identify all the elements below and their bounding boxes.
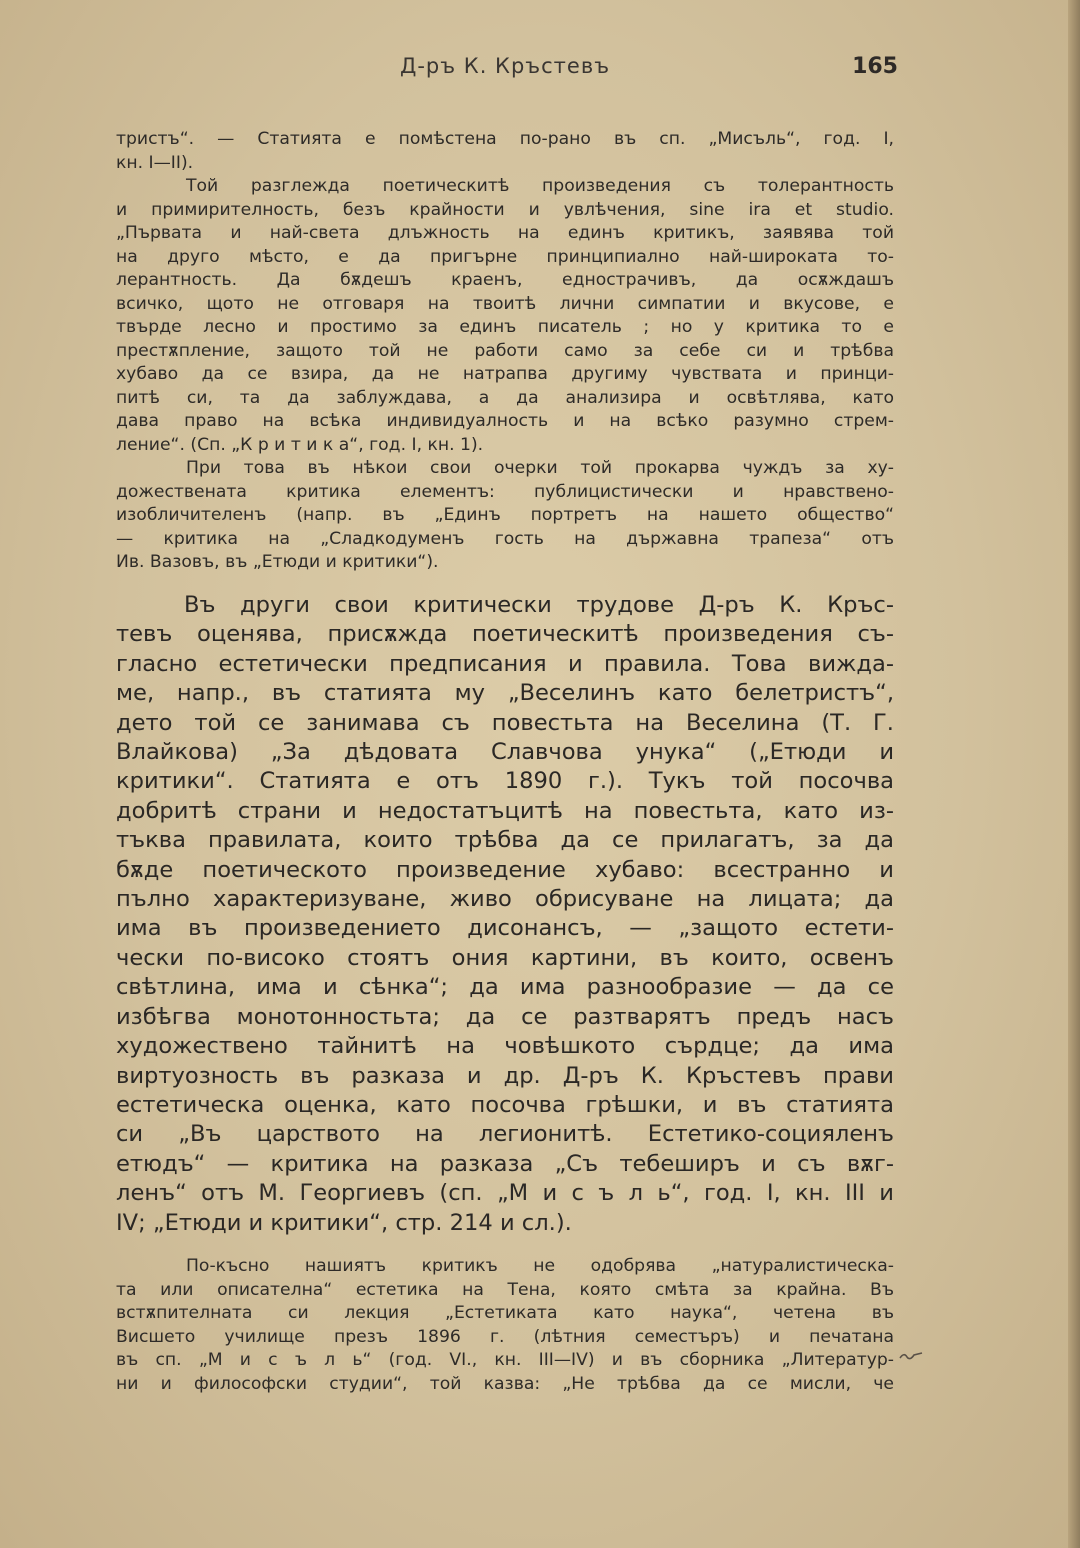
text-line: ление“. (Сп. „К р и т и к а“, год. I, кн. 1).: [116, 434, 484, 455]
text-line: на друго мѣсто, е да пригърне принципиално най-широката то-: [116, 246, 894, 267]
text-line: изобличителенъ (напр. въ „Единъ портретъ на нашето общество“: [116, 505, 894, 525]
text-line: всичко, щото не отговаря на твоитѣ лични симпатии и вкусове, е: [116, 293, 894, 314]
text-line: виртуозность въ разказа и др. Д-ръ К. Кръстевъ прави: [116, 1062, 894, 1089]
text-line: дето той се занимава съ повестьта на Веселина (Т. Г.: [116, 709, 894, 736]
text-line: бѫде поетическото произведение хубаво: всестранно и: [116, 856, 894, 883]
text-line: и примирителность, безъ крайности и увлѣчения, sine ira et studio.: [116, 199, 894, 220]
text-line: Висшето училище презъ 1896 г. (лѣтния семестъръ) и печатана: [116, 1326, 894, 1347]
text-line: етюдъ“ — критика на разказа „Съ тебеширъ и съ вѫг-: [116, 1150, 894, 1177]
text-line: питѣ си, та да заблуждава, а да анализира и освѣтлява, като: [116, 387, 894, 408]
text-line: тристъ“. — Статията е помѣстена по-рано въ сп. „Мисъль“, год. I,: [116, 129, 894, 149]
text-line: — критика на „Сладкодуменъ гость на държавна трапеза“ отъ: [116, 528, 894, 549]
text-line: ни и философски студии“, той казва: „Не трѣбва да се мисли, че: [116, 1373, 894, 1394]
text-line: IV; „Етюди и критики“, стр. 214 и сл.).: [116, 1209, 572, 1236]
text-line: Той разглежда поетическитѣ произведения съ толерантность: [186, 176, 894, 196]
text-line: пълно характеризуване, живо обрисуване на лицата; да: [116, 886, 894, 913]
text-line: твърде лесно и простимо за единъ писатель ; но у критика то е: [116, 317, 894, 337]
text-line: ме, напр., въ статията му „Веселинъ като белетристъ“,: [116, 680, 894, 707]
page-number: 165: [852, 54, 898, 79]
text-line: хубаво да се взира, да не натрапва другиму чувствата и принци-: [116, 364, 894, 384]
text-line: си „Въ царството на легионитѣ. Естетико-социяленъ: [116, 1121, 894, 1148]
pencil-mark-icon: [898, 1348, 924, 1364]
text-line: лерантность. Да бѫдешъ краенъ, еднострачивъ, да осѫждашъ: [116, 270, 894, 290]
text-line: престѫпление, защото той не работи само за себе си и трѣбва: [116, 340, 894, 361]
text-line: естетическа оценка, като посочва грѣшки, и въ статията: [116, 1091, 894, 1118]
text-line: добритѣ страни и недостатъцитѣ на повестьта, като из-: [116, 797, 894, 824]
text-line: чески по-високо стоятъ ония картини, въ които, освенъ: [116, 944, 894, 971]
page-edge-shadow: [1068, 0, 1080, 1548]
text-line: Влайкова) „За дѣдовата Славчова унука“ („Етюди и: [116, 739, 894, 766]
text-line: При това въ нѣкои свои очерки той прокарва чуждъ за ху-: [186, 458, 894, 478]
footnote-top: [116, 128, 894, 575]
text-line: ленъ“ отъ М. Георгиевъ (сп. „М и с ъ л ь“, год. I, кн. III и: [116, 1180, 894, 1207]
text-line: По-късно нашиятъ критикъ не одобрява „натуралистическа-: [186, 1256, 894, 1276]
text-line: Ив. Вазовъ, въ „Етюди и критики“).: [116, 552, 439, 572]
page-header: [112, 54, 898, 88]
text-line: Въ други свои критически трудове Д-ръ К. Кръс-: [184, 592, 894, 618]
footnote-bottom: [116, 1255, 894, 1396]
text-line: тевъ оценява, присѫжда поетическитѣ произведения съ-: [116, 621, 894, 648]
text-line: критики“. Статията е отъ 1890 г.). Тукъ той посочва: [116, 768, 894, 795]
text-line: тъква правилата, които трѣбва да се прилагатъ, за да: [116, 827, 894, 854]
text-line: кн. I—II).: [116, 152, 194, 173]
main-paragraph: [116, 591, 894, 1238]
text-line: има въ произведението дисонансъ, — „защото естети-: [116, 915, 894, 942]
text-line: въ сп. „М и с ъ л ь“ (год. VI., кн. III—IV) и въ сборника „Литератур-: [116, 1350, 894, 1370]
text-line: встѫпителната си лекция „Естетиката като наука“, четена въ: [116, 1303, 894, 1323]
text-line: дожествената критика елементъ: публицистически и нравствено-: [116, 481, 894, 502]
text-line: дава право на всѣка индивидуалность и на всѣко разумно стрем-: [116, 411, 894, 431]
text-line: та или описателна“ естетика на Тена, която смѣта за крайна. Въ: [116, 1279, 894, 1300]
text-line: свѣтлина, има и сѣнка“; да има разнообразие — да се: [116, 974, 894, 1001]
text-line: избѣгва монотонностьта; да се разтварятъ предъ насъ: [116, 1003, 894, 1030]
running-title: Д-ръ К. Кръстевъ: [399, 54, 611, 78]
text-line: гласно естетически предписания и правила. Това виждa-: [116, 650, 894, 677]
text-line: художествено тайнитѣ на човѣшкото сърдце; да има: [116, 1033, 894, 1060]
text-line: „Първата и най-света длъжность на единъ критикъ, заявява той: [116, 223, 894, 243]
